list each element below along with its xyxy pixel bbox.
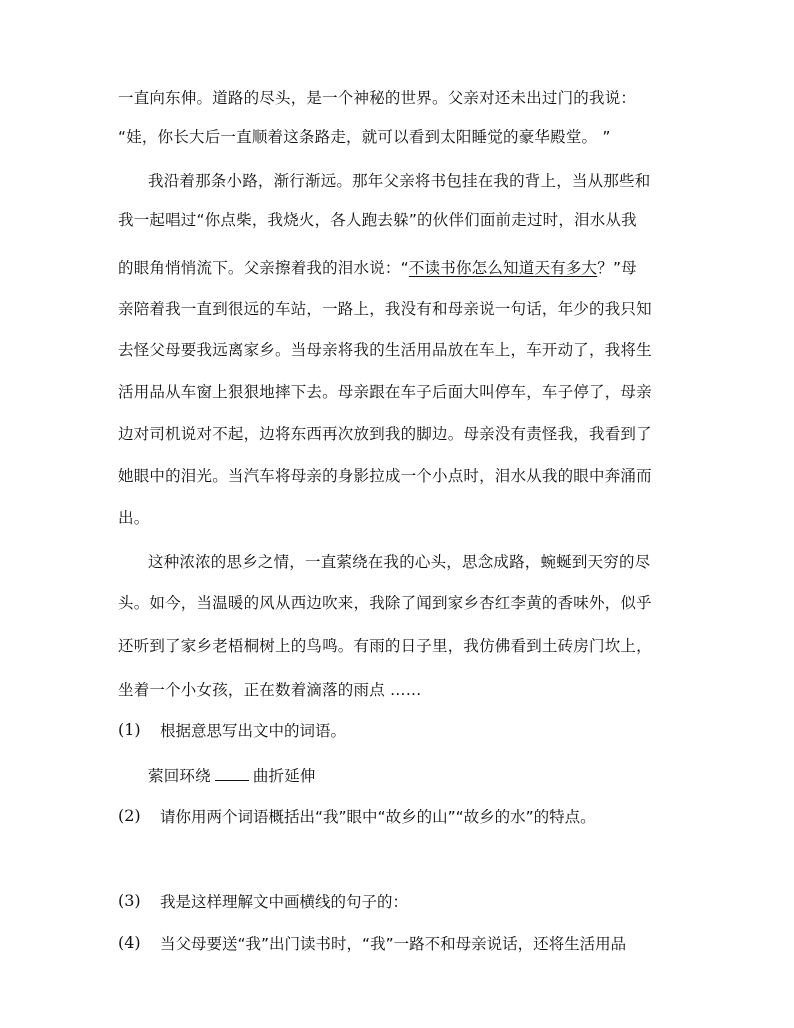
- passage-line: 一直向东伸。道路的尽头，是一个神秘的世界。父亲对还未出过门的我说：: [118, 89, 637, 107]
- question-text: 根据意思写出文中的词语。: [160, 722, 347, 740]
- question-number: (1): [118, 720, 141, 739]
- passage-line: 坐着一个小女孩，正在数着滴落的雨点 ……: [118, 681, 422, 699]
- underlined-sentence: 不读书你怎么知道天有多大: [408, 259, 598, 277]
- passage-text: 的眼角悄悄流下。父亲擦着我的泪水说：“: [118, 259, 409, 277]
- passage-line: 还听到了家乡老梧桐树上的鸟鸣。有雨的日子里，我仿佛看到土砖房门坎上，: [118, 637, 652, 655]
- passage-line: 去怪父母要我远离家乡。当母亲将我的生活用品放在车上，车开动了，我将生: [118, 341, 652, 359]
- passage-line: 这种浓浓的思乡之情，一直萦绕在我的心头，思念成路，蜿蜒到天穷的尽: [148, 553, 651, 571]
- question-text: 当父母要送“我”出门读书时，“我”一路不和母亲说话，还将生活用品: [160, 935, 627, 953]
- passage-text: ？”母: [597, 259, 637, 277]
- passage-line: [118, 258, 708, 278]
- passage-line: 亲陪着我一直到很远的车站，一路上，我没有和母亲说一句话，年少的我只知: [118, 300, 652, 318]
- answer-blank[interactable]: [215, 766, 249, 781]
- passage-line: 活用品从车窗上狠狠地摔下去。母亲跟在车子后面大叫停车，车子停了，母亲: [118, 383, 652, 401]
- question-number: (2): [118, 806, 141, 825]
- question-text: 我是这样理解文中画横线的句子的：: [160, 893, 409, 911]
- question-text: 请你用两个词语概括出“我”眼中“故乡的山”“故乡的水”的特点。: [160, 808, 596, 826]
- passage-line: 边对司机说对不起，边将东西再次放到我的脚边。母亲没有责怪我，我看到了: [118, 425, 652, 443]
- question-number: (3): [118, 891, 141, 910]
- passage-line: “娃，你长大后一直顺着这条路走，就可以看到太阳睡觉的豪华殿堂。 ”: [118, 128, 611, 146]
- passage-line: 头。如今，当温暖的风从西边吹来，我除了闻到家乡杏红李黄的香味外，似乎: [118, 594, 652, 612]
- q1-meaning-b: 曲折延伸: [252, 767, 316, 785]
- passage-line: 我一起唱过“你点柴，我烧火，各人跑去躲”的伙伴们面前走过时，泪水从我: [118, 211, 637, 229]
- q1-answer-row: [148, 766, 708, 786]
- q1-meaning-a: 萦回环绕: [148, 767, 211, 785]
- passage-line: 她眼中的泪光。当汽车将母亲的身影拉成一个小点时，泪水从我的眼中奔涌而: [118, 467, 652, 485]
- passage-line: 我沿着那条小路，渐行渐远。那年父亲将书包挂在我的背上，当从那些和: [148, 172, 651, 190]
- question-number: (4): [118, 933, 141, 952]
- passage-line: 出。: [118, 509, 150, 527]
